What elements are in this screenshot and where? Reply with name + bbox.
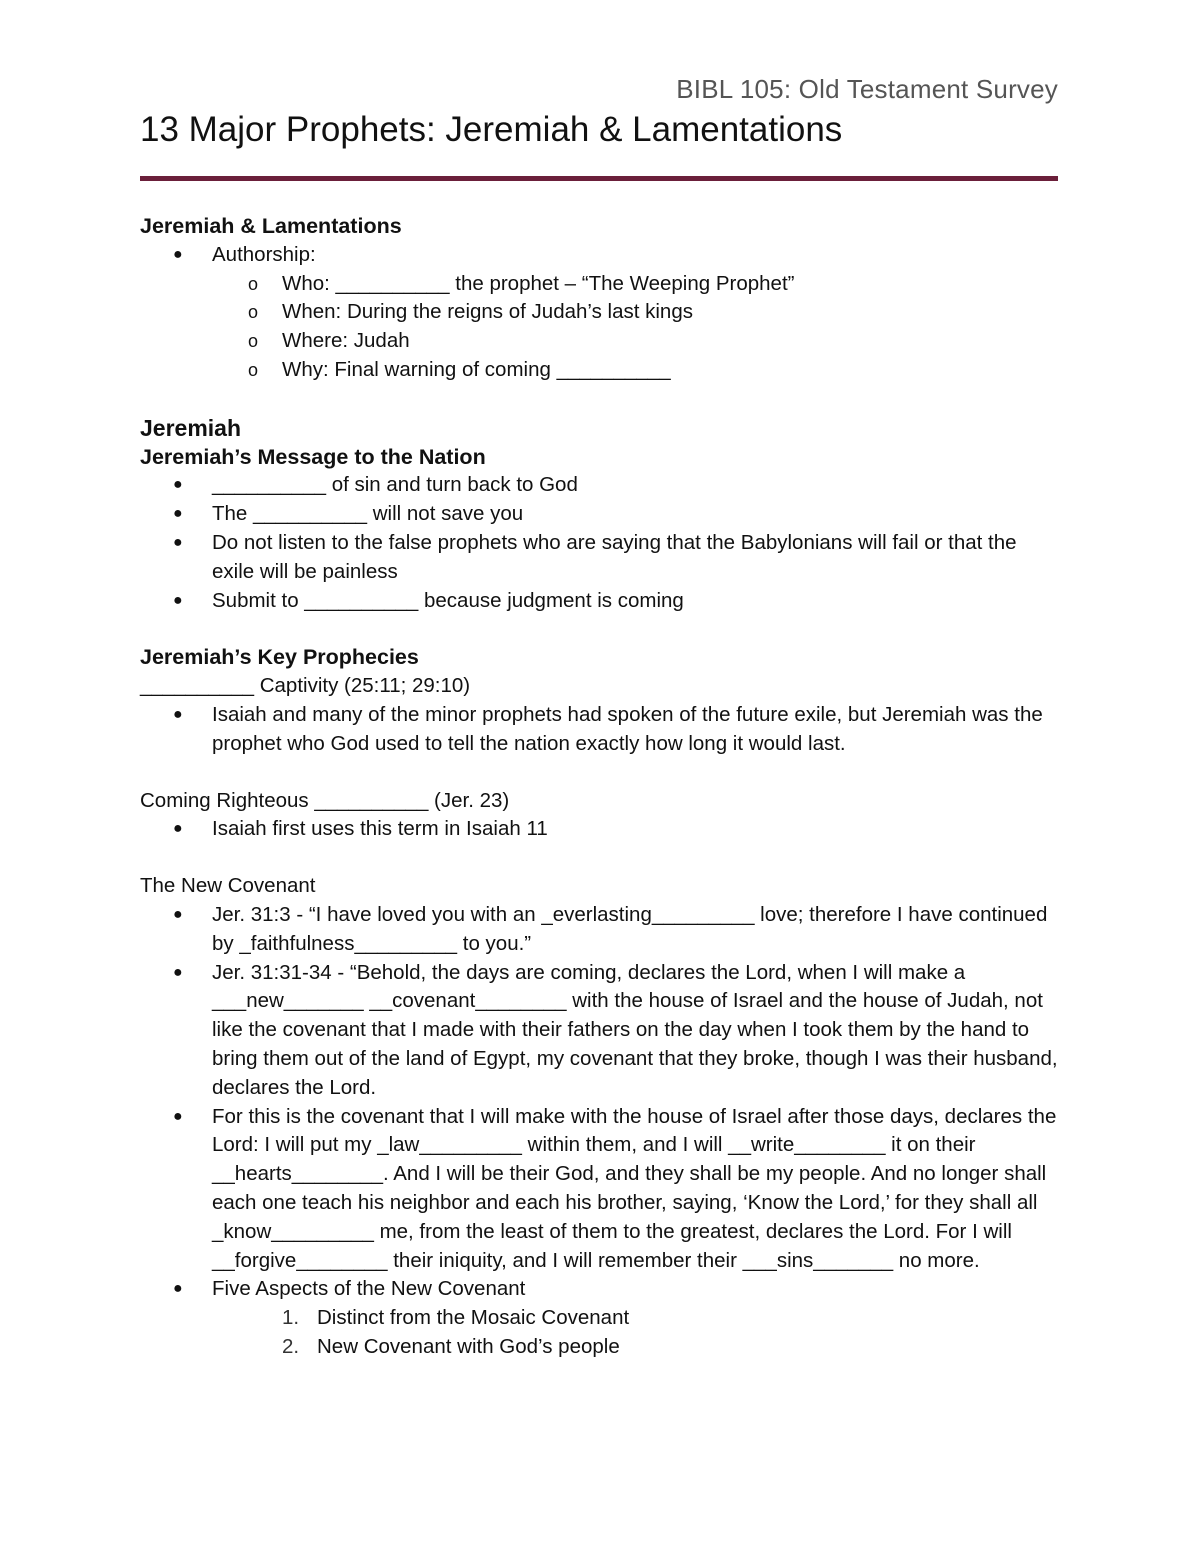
list-item-text: Isaiah first uses this term in Isaiah 11 [212, 817, 548, 841]
page-title: 13 Major Prophets: Jeremiah & Lamentations [140, 110, 843, 149]
list-item [140, 1275, 1060, 1304]
section-heading-authorship: Jeremiah & Lamentations [140, 214, 402, 238]
bullet-icon: ● [173, 1280, 183, 1298]
list-item [140, 500, 1060, 529]
sublist-item [140, 327, 1060, 356]
bullet-icon: ● [173, 505, 183, 523]
section-heading-jeremiah: Jeremiah [140, 414, 242, 441]
list-item [140, 529, 1060, 587]
list-item-text: The __________ will not save you [212, 502, 524, 526]
list-item-text: Five Aspects of the New Covenant [212, 1277, 526, 1301]
bullet-icon: ● [173, 1107, 183, 1125]
righteous-list [140, 815, 1060, 844]
list-item-text: Jer. 31:31-34 - “Behold, the days are coming, declares the Lord, when I will make a ___new_______ __covenant________ with the house of Israel and the house of Judah, not like the covenant that I made with their fathers on the day when I took them by the hand to bring them out of the land of Egypt, my covenant that they broke, though I was their husband, declares the Lord. [212, 960, 1058, 1099]
captivity-line: __________ Captivity (25:11; 29:10) [140, 674, 471, 698]
circle-bullet-icon: o [248, 273, 259, 294]
list-item-text: Submit to __________ because judgment is coming [212, 588, 684, 612]
bullet-icon: ● [173, 591, 183, 609]
list-item [140, 471, 1060, 500]
sublist-item [140, 270, 1060, 299]
authorship-sublist [140, 270, 1060, 385]
document-body [140, 212, 1060, 1362]
sublist-item-text: When: During the reigns of Judah’s last kings [282, 300, 693, 324]
new-covenant-line: The New Covenant [140, 874, 316, 898]
bullet-icon: ● [173, 533, 183, 551]
sublist-item [140, 298, 1060, 327]
bullet-icon: ● [173, 245, 183, 263]
bullet-icon: ● [173, 476, 183, 494]
item-number: 1. [282, 1306, 300, 1330]
numbered-item-text: Distinct from the Mosaic Covenant [317, 1306, 630, 1330]
list-item [140, 959, 1060, 1103]
list-item-text: For this is the covenant that I will make with the house of Israel after those days, declares the Lord: I will put my _law_________ within them, and I will __write________ it on their __hearts________. And I will be their God, and they shall be my people. And no longer shall each one teach his neighbor and each his brother, saying, ‘Know the Lord,’ for they shall all _know_________ me, from the least of them to the greatest, declares the Lord. For I will __forgive________ their iniquity, and I will remember their ___sins_______ no more. [212, 1104, 1057, 1272]
bullet-icon: ● [173, 820, 183, 838]
circle-bullet-icon: o [248, 331, 259, 352]
list-item [140, 241, 1060, 270]
title-divider [140, 176, 1058, 181]
sublist-item-text: Where: Judah [282, 329, 410, 353]
new-covenant-list [140, 901, 1060, 1304]
subheading-message: Jeremiah’s Message to the Nation [140, 444, 486, 469]
authorship-list [140, 241, 1060, 270]
list-item [140, 901, 1060, 959]
numbered-item [140, 1333, 1060, 1362]
list-item-text: Jer. 31:3 - “I have loved you with an _everlasting_________ love; therefore I have continued by _faithfulness_________ to you.” [212, 902, 1048, 955]
numbered-item [140, 1304, 1060, 1333]
list-item [140, 1103, 1060, 1276]
item-number: 2. [282, 1334, 300, 1358]
message-list [140, 471, 1060, 615]
righteous-line: Coming Righteous __________ (Jer. 23) [140, 788, 510, 812]
bullet-icon: ● [173, 963, 183, 981]
captivity-list [140, 701, 1060, 759]
numbered-item-text: New Covenant with God’s people [317, 1334, 620, 1358]
circle-bullet-icon: o [248, 359, 259, 380]
bullet-icon: ● [173, 705, 183, 723]
bullet-icon: ● [173, 905, 183, 923]
subheading-key-prophecies: Jeremiah’s Key Prophecies [140, 645, 419, 670]
sublist-item-text: Why: Final warning of coming __________ [282, 357, 671, 381]
list-item-text: __________ of sin and turn back to God [212, 473, 578, 497]
aspects-list [140, 1304, 1060, 1362]
list-item-text: Do not listen to the false prophets who are saying that the Babylonians will fail or that the exile will be painless [212, 530, 1017, 583]
circle-bullet-icon: o [248, 302, 259, 323]
list-item-text: Isaiah and many of the minor prophets had spoken of the future exile, but Jeremiah was the prophet who God used to tell the nation exactly how long it would last. [212, 702, 1043, 755]
sublist-item-text: Who: __________ the prophet – “The Weeping Prophet” [282, 271, 795, 295]
list-item-text: Authorship: [212, 242, 316, 266]
list-item [140, 701, 1060, 759]
sublist-item [140, 356, 1060, 385]
list-item [140, 815, 1060, 844]
course-header: BIBL 105: Old Testament Survey [676, 74, 1058, 104]
list-item [140, 587, 1060, 616]
